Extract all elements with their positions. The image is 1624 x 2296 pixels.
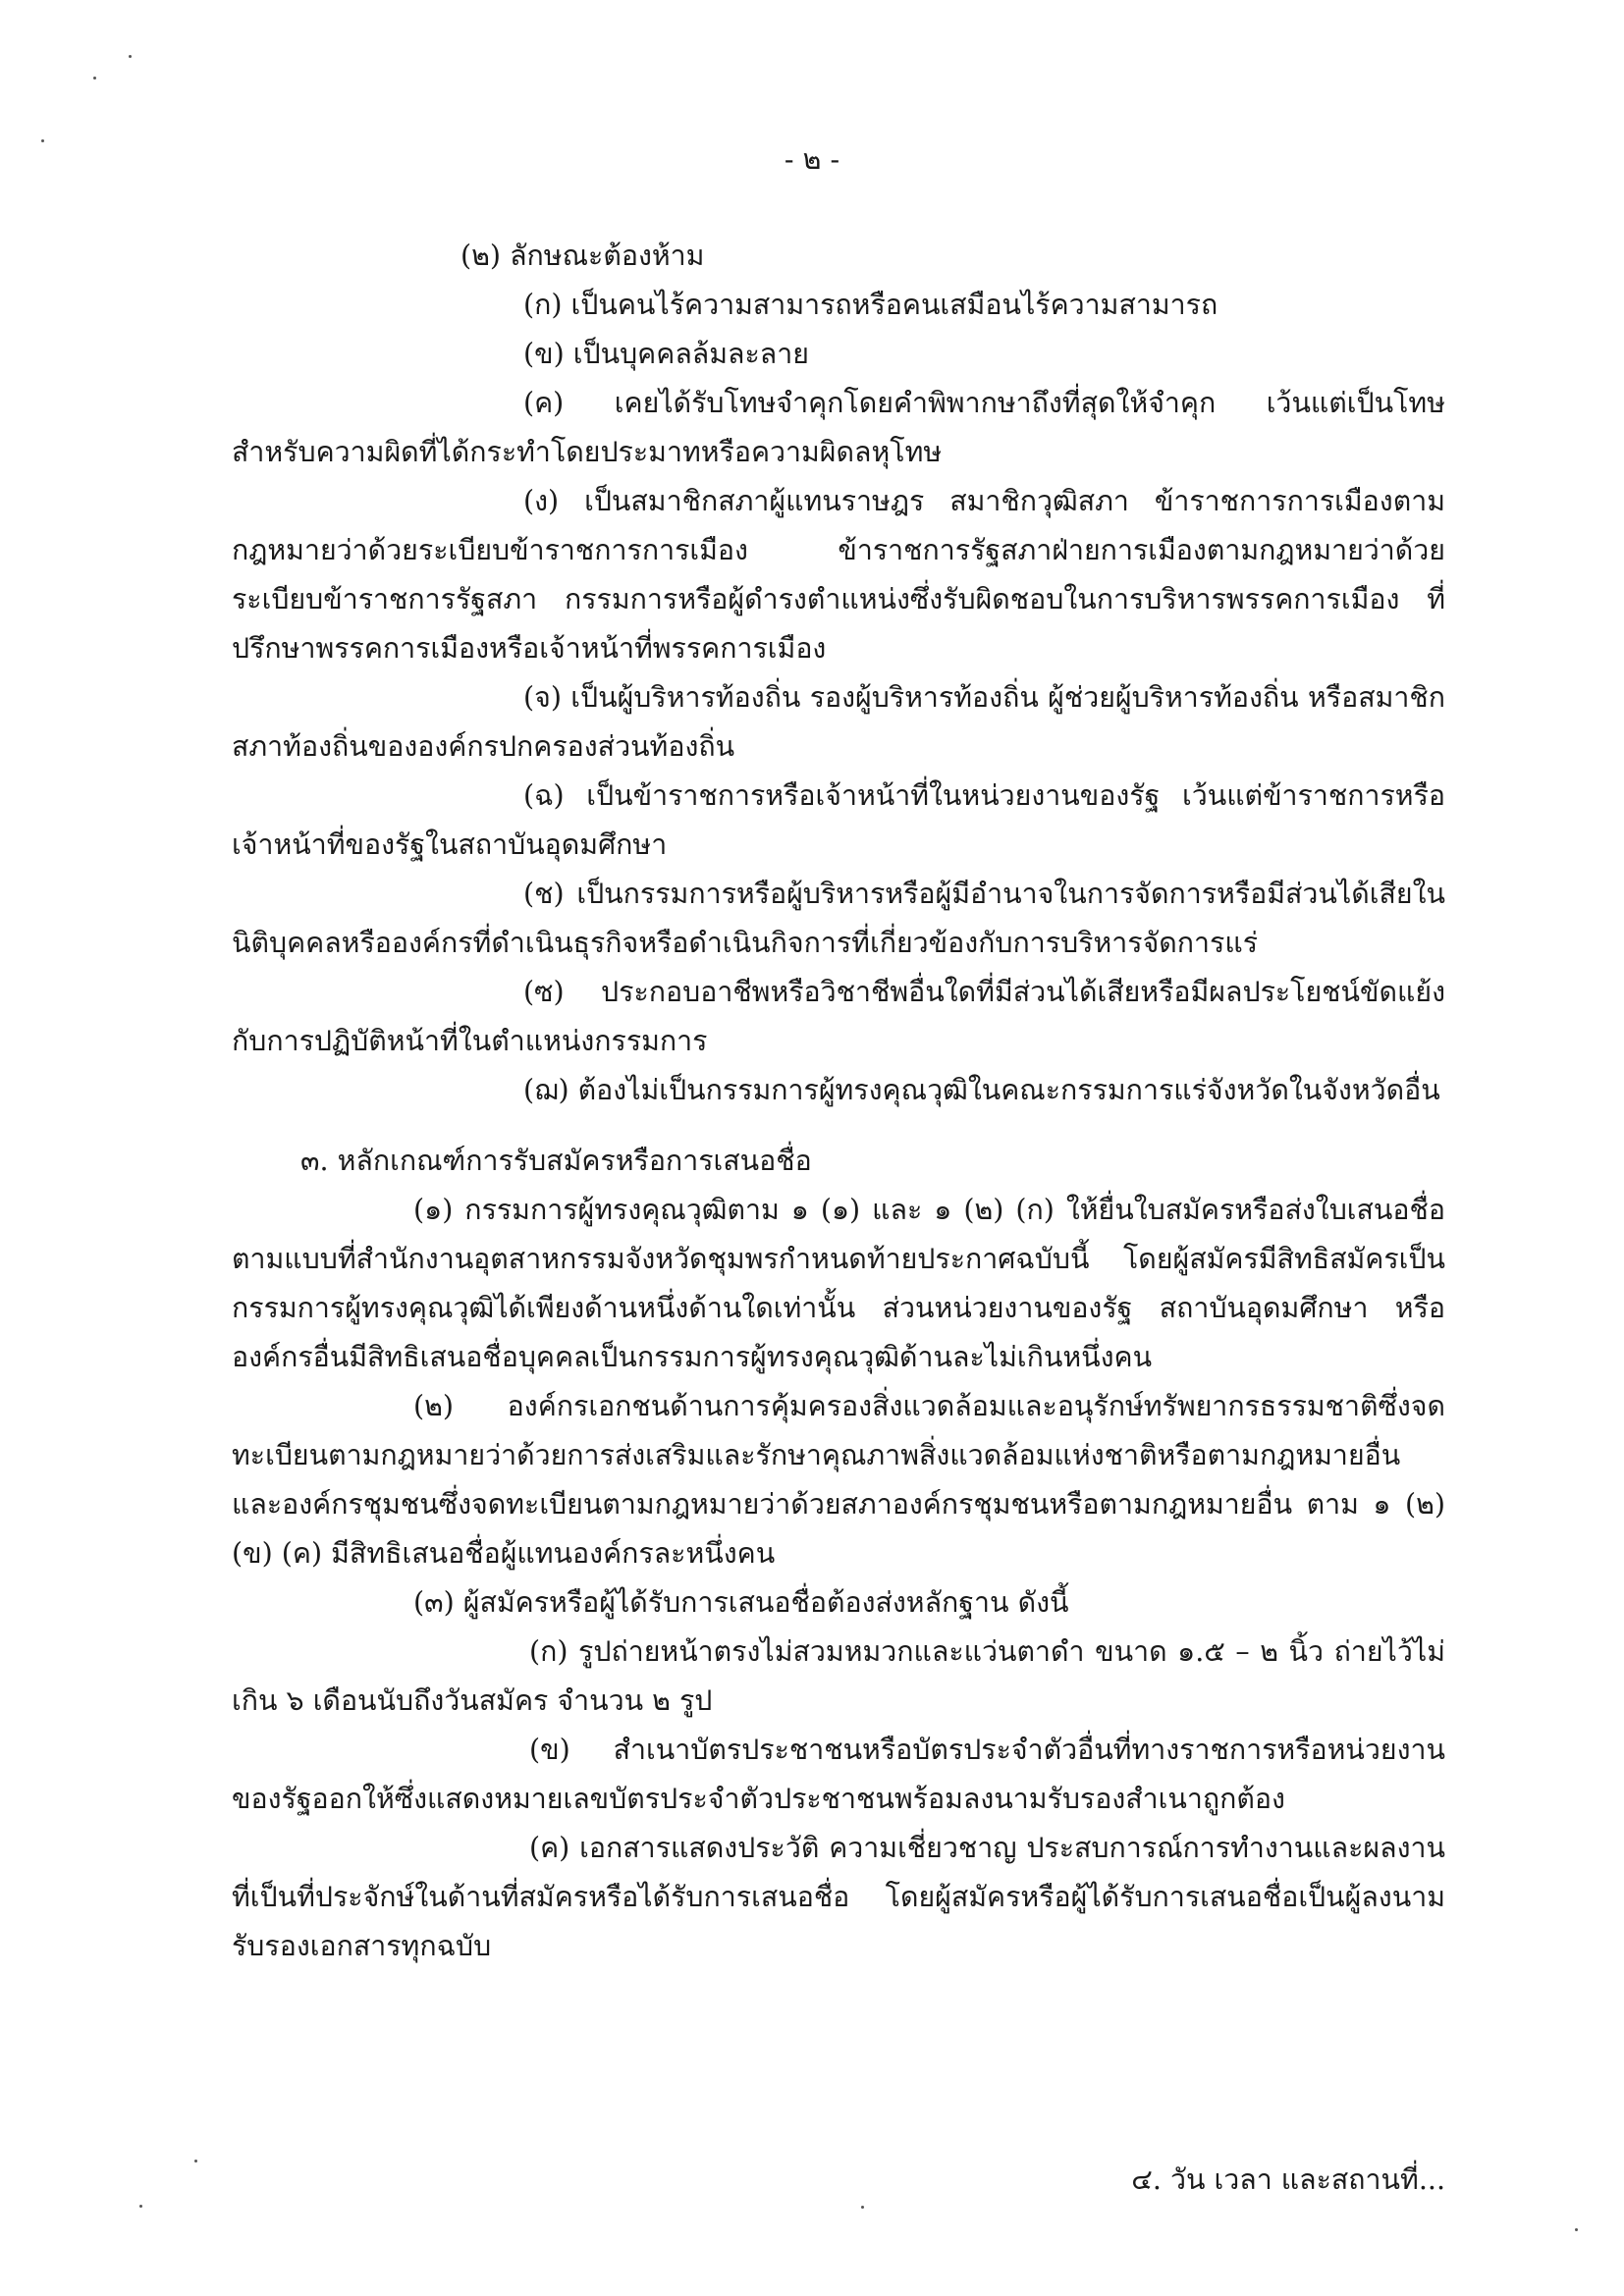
scan-speck — [41, 139, 44, 142]
paragraph-item-ko: (ก) เป็นคนไร้ความสามารถหรือคนเสมือนไร้ความสามารถ — [523, 289, 1218, 321]
scan-speck — [861, 2206, 864, 2209]
paragraph-item-chho: (ฉ) เป็นข้าราชการหรือเจ้าหน้าที่ในหน่วยงานของรัฐ เว้นแต่ข้าราชการหรือเจ้าหน้าที่ของรัฐในสถาบันอุดมศึกษา — [232, 779, 1445, 861]
scan-speck — [1575, 2228, 1578, 2231]
paragraph-criteria-2: (๒) องค์กรเอกชนด้านการคุ้มครองสิ่งแวดล้อมและอนุรักษ์ทรัพยากรธรรมชาติซึ่งจดทะเบียนตามกฎหมายว่าด้วยการส่งเสริมและรักษาคุณภาพสิ่งแวดล้อมแห่งชาติหรือตามกฎหมายอื่นและองค์กรชุมชนซึ่งจดทะเบียนตามกฎหมายว่าด้วยสภาองค์กรชุมชนหรือตามกฎหมายอื่น ตาม ๑ (๒) (ข) (ค) มีสิทธิเสนอชื่อผู้แทนองค์กรละหนึ่งคน — [232, 1390, 1445, 1570]
paragraph-item-kho: (ข) เป็นบุคคลล้มละลาย — [523, 338, 809, 370]
page-number: - ๒ - — [784, 143, 840, 176]
section-heading-criteria: ๓. หลักเกณฑ์การรับสมัครหรือการเสนอชื่อ — [300, 1145, 812, 1177]
paragraph-item-ngo: (ง) เป็นสมาชิกสภาผู้แทนราษฎร สมาชิกวุฒิสภา ข้าราชการการเมืองตามกฎหมายว่าด้วยระเบียบข้าราชการการเมือง ข้าราชการรัฐสภาฝ่ายการเมืองตามกฎหมายว่าด้วยระเบียบข้าราชการรัฐสภา กรรมการหรือผู้ดำรงตำแหน่งซึ่งรับผิดชอบในการบริหารพรรคการเมือง ที่ปรึกษาพรรคการเมืองหรือเจ้าหน้าที่พรรคการเมือง — [232, 485, 1445, 665]
paragraph-evidence-ko: (ก) รูปถ่ายหน้าตรงไม่สวมหมวกและแว่นตาดำ ขนาด ๑.๕ – ๒ นิ้ว ถ่ายไว้ไม่เกิน ๖ เดือนนับถึงวันสมัคร จำนวน ๒ รูป — [232, 1635, 1445, 1717]
scan-speck — [129, 55, 132, 58]
paragraph-evidence-kho-khwai: (ค) เอกสารแสดงประวัติ ความเชี่ยวชาญ ประสบการณ์การทำงานและผลงานที่เป็นที่ประจักษ์ในด้านที่สมัครหรือได้รับการเสนอชื่อ โดยผู้สมัครหรือผู้ได้รับการเสนอชื่อเป็นผู้ลงนามรับรองเอกสารทุกฉบับ — [232, 1832, 1445, 1962]
paragraph-criteria-1: (๑) กรรมการผู้ทรงคุณวุฒิตาม ๑ (๑) และ ๑ (๒) (ก) ให้ยื่นใบสมัครหรือส่งใบเสนอชื่อตามแบบที่สำนักงานอุตสาหกรรมจังหวัดชุมพรกำหนดท้ายประกาศฉบับนี้ โดยผู้สมัครมีสิทธิสมัครเป็นกรรมการผู้ทรงคุณวุฒิได้เพียงด้านหนึ่งด้านใดเท่านั้น ส่วนหน่วยงานของรัฐ สถาบันอุดมศึกษา หรือองค์กรอื่นมีสิทธิเสนอชื่อบุคคลเป็นกรรมการผู้ทรงคุณวุฒิด้านละไม่เกินหนึ่งคน — [232, 1194, 1445, 1373]
scan-speck — [93, 77, 96, 80]
paragraph-item-cho: (จ) เป็นผู้บริหารท้องถิ่น รองผู้บริหารท้องถิ่น ผู้ช่วยผู้บริหารท้องถิ่น หรือสมาชิกสภาท้องถิ่นขององค์กรปกครองส่วนท้องถิ่น — [232, 681, 1445, 763]
continuation-note: ๔. วัน เวลา และสถานที่... — [1131, 2163, 1445, 2196]
paragraph-item-cho-choe: (ฌ) ต้องไม่เป็นกรรมการผู้ทรงคุณวุฒิในคณะกรรมการแร่จังหวัดในจังหวัดอื่น — [523, 1074, 1440, 1106]
paragraph-criteria-3: (๓) ผู้สมัครหรือผู้ได้รับการเสนอชื่อต้องส่งหลักฐาน ดังนี้ — [413, 1586, 1069, 1619]
paragraph-item-so: (ซ) ประกอบอาชีพหรือวิชาชีพอื่นใดที่มีส่วนได้เสียหรือมีผลประโยชน์ขัดแย้งกับการปฏิบัติหน้าที่ในตำแหน่งกรรมการ — [232, 976, 1445, 1057]
document-body — [232, 232, 1445, 1971]
paragraph-item-cho-chang: (ช) เป็นกรรมการหรือผู้บริหารหรือผู้มีอำนาจในการจัดการหรือมีส่วนได้เสียในนิติบุคคลหรือองค์กรที่ดำเนินธุรกิจหรือดำเนินกิจการที่เกี่ยวข้องกับการบริหารจัดการแร่ — [232, 878, 1445, 959]
paragraph-item-kho-khwai: (ค) เคยได้รับโทษจำคุกโดยคำพิพากษาถึงที่สุดให้จำคุก เว้นแต่เป็นโทษสำหรับความผิดที่ได้กระทำโดยประมาทหรือความผิดลหุโทษ — [232, 387, 1445, 468]
paragraph-prohibited-qualities: (๒) ลักษณะต้องห้าม — [460, 240, 705, 272]
paragraph-evidence-kho: (ข) สำเนาบัตรประชาชนหรือบัตรประจำตัวอื่นที่ทางราชการหรือหน่วยงานของรัฐออกให้ซึ่งแสดงหมายเลขบัตรประจำตัวประชาชนพร้อมลงนามรับรองสำเนาถูกต้อง — [232, 1734, 1445, 1815]
scan-speck — [139, 2205, 142, 2208]
scan-speck — [194, 2160, 197, 2163]
